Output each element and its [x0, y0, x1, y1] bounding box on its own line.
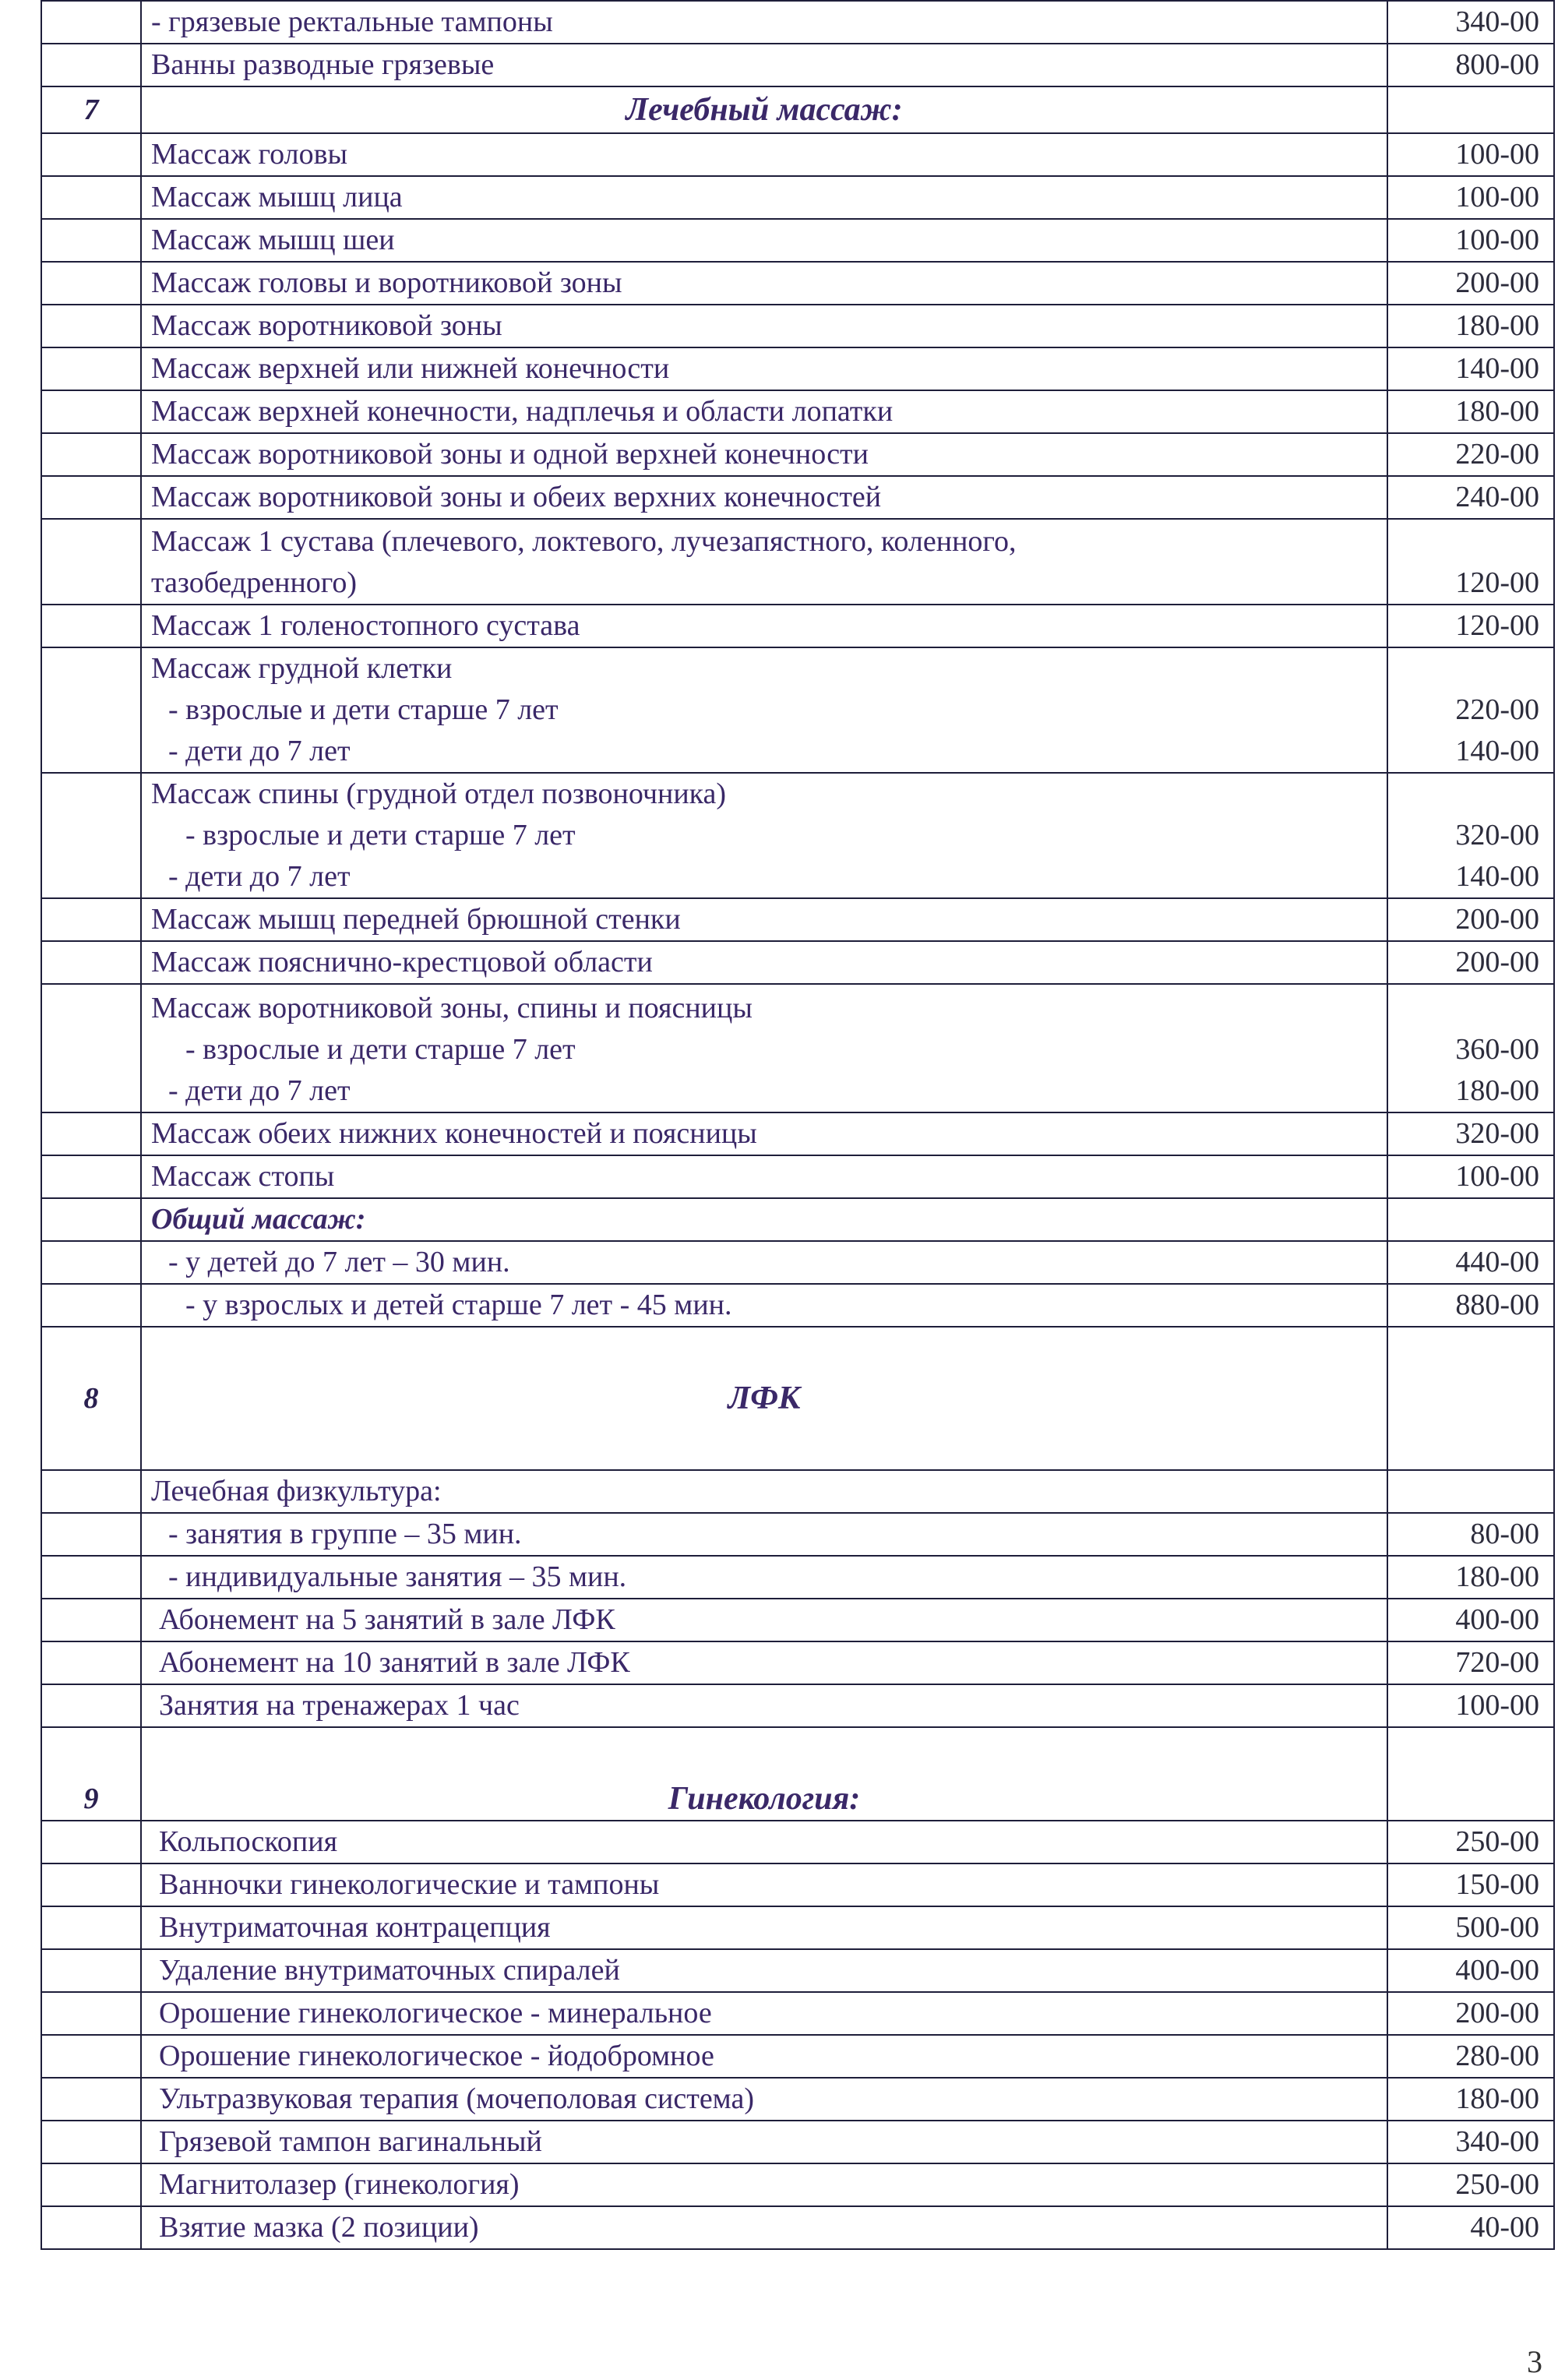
service-price: 100-00	[1387, 219, 1554, 262]
section-title: ЛФК	[141, 1327, 1387, 1470]
service-subitem: - дети до 7 лет	[168, 1074, 351, 1107]
service-name: Массаж воротниковой зоны	[141, 305, 1387, 347]
service-subitem: - занятия в группе – 35 мин.	[168, 1518, 522, 1550]
service-name: Массаж головы	[141, 133, 1387, 176]
service-price: 360-00	[1455, 1033, 1539, 1066]
table-row	[41, 1684, 1554, 1727]
table-row	[41, 1992, 1554, 2035]
service-name: Массаж воротниковой зоны и обеих верхних конечностей	[141, 476, 1387, 519]
table-row	[41, 2163, 1554, 2206]
service-price: 200-00	[1387, 898, 1554, 941]
service-price: 80-00	[1387, 1513, 1554, 1556]
service-name	[141, 1906, 1387, 1949]
service-price: 180-00	[1387, 1556, 1554, 1599]
service-price: 220-00	[1455, 693, 1539, 726]
service-price: 100-00	[1387, 1155, 1554, 1198]
table-row	[41, 44, 1554, 86]
service-name: Массаж мышц лица	[141, 176, 1387, 219]
service-price-group	[1387, 984, 1554, 1112]
table-row	[41, 1470, 1554, 1513]
section-header-row	[41, 86, 1554, 133]
service-price: 240-00	[1387, 476, 1554, 519]
service-price: 400-00	[1387, 1949, 1554, 1992]
table-row	[41, 1556, 1554, 1599]
service-name	[141, 1556, 1387, 1599]
section-title: Лечебный массаж:	[141, 86, 1387, 133]
section-number: 9	[41, 1727, 141, 1821]
service-name: Массаж пояснично-крестцовой области	[141, 941, 1387, 984]
service-price: 120-00	[1387, 519, 1554, 605]
service-label: Ультразвуковая терапия (мочеполовая система)	[159, 2082, 754, 2115]
service-name: Ванны разводные грязевые	[141, 44, 1387, 86]
service-name: Массаж верхней конечности, надплечья и области лопатки	[141, 390, 1387, 433]
table-row	[41, 1906, 1554, 1949]
page-number: 3	[1527, 2344, 1542, 2379]
service-name: Массаж воротниковой зоны и одной верхней конечности	[141, 433, 1387, 476]
section-header-row	[41, 1327, 1554, 1470]
service-label: Удаление внутриматочных спиралей	[159, 1954, 620, 1987]
service-price: 440-00	[1387, 1241, 1554, 1284]
service-price: 400-00	[1387, 1599, 1554, 1641]
service-label: Занятия на тренажерах 1 час	[159, 1689, 520, 1722]
service-price: 140-00	[1455, 860, 1539, 893]
service-price: 200-00	[1387, 941, 1554, 984]
service-name: Массаж спины (грудной отдел позвоночника)	[151, 777, 727, 810]
service-price-group	[1387, 647, 1554, 773]
service-name	[141, 1863, 1387, 1906]
table-row	[41, 1513, 1554, 1556]
table-row	[41, 433, 1554, 476]
table-row	[41, 2206, 1554, 2249]
service-name: Массаж воротниковой зоны, спины и поясницы	[151, 992, 753, 1024]
service-price: 720-00	[1387, 1641, 1554, 1684]
service-name	[141, 2206, 1387, 2249]
table-row	[41, 941, 1554, 984]
service-group	[141, 984, 1387, 1112]
service-subitem: - дети до 7 лет	[168, 735, 351, 767]
table-row	[41, 476, 1554, 519]
service-price-group	[1387, 773, 1554, 898]
service-price: 500-00	[1387, 1906, 1554, 1949]
service-name: Лечебная физкультура:	[141, 1470, 1387, 1513]
table-row	[41, 262, 1554, 305]
table-row	[41, 898, 1554, 941]
table-row	[41, 219, 1554, 262]
section-number: 7	[41, 86, 141, 133]
service-price: 180-00	[1387, 305, 1554, 347]
section-title: Гинекология:	[141, 1727, 1387, 1821]
service-label: Орошение гинекологическое - минеральное	[159, 1997, 712, 2029]
service-subitem: - взрослые и дети старше 7 лет	[185, 1033, 576, 1066]
table-row	[41, 1821, 1554, 1863]
service-subitem: - дети до 7 лет	[168, 860, 351, 893]
section-header-row	[41, 1727, 1554, 1821]
service-label: Грязевой тампон вагинальный	[159, 2125, 542, 2158]
service-name	[141, 1821, 1387, 1863]
table-row	[41, 605, 1554, 647]
table-row	[41, 647, 1554, 773]
table-row	[41, 1241, 1554, 1284]
service-name	[141, 2035, 1387, 2078]
table-row	[41, 1949, 1554, 1992]
service-price: 180-00	[1455, 1074, 1539, 1107]
service-name	[141, 1949, 1387, 1992]
service-name: Массаж обеих нижних конечностей и поясницы	[141, 1112, 1387, 1155]
service-name: Массаж мышц шеи	[141, 219, 1387, 262]
service-price: 180-00	[1387, 390, 1554, 433]
service-name	[141, 1284, 1387, 1327]
service-price: 100-00	[1387, 133, 1554, 176]
service-price: 200-00	[1387, 262, 1554, 305]
service-subitem: - взрослые и дети старше 7 лет	[168, 693, 559, 726]
table-row	[41, 347, 1554, 390]
table-row	[41, 1599, 1554, 1641]
service-name	[141, 519, 1387, 605]
price-list-table	[41, 0, 1555, 2250]
service-price: 250-00	[1387, 1821, 1554, 1863]
service-name	[141, 1513, 1387, 1556]
service-name	[141, 1992, 1387, 2035]
service-subitem: - индивидуальные занятия – 35 мин.	[168, 1560, 627, 1593]
service-name: Массаж мышц передней брюшной стенки	[141, 898, 1387, 941]
service-price: 150-00	[1387, 1863, 1554, 1906]
service-price: 340-00	[1387, 2121, 1554, 2163]
table-row	[41, 984, 1554, 1112]
service-name	[141, 2078, 1387, 2121]
service-name	[141, 1241, 1387, 1284]
service-price: 800-00	[1387, 44, 1554, 86]
table-row	[41, 1155, 1554, 1198]
table-row	[41, 1863, 1554, 1906]
service-name: Массаж головы и воротниковой зоны	[141, 262, 1387, 305]
service-label: Орошение гинекологическое - йодобромное	[159, 2040, 714, 2072]
subsection-heading: Общий массаж:	[141, 1198, 1387, 1241]
table-row	[41, 2035, 1554, 2078]
table-row	[41, 390, 1554, 433]
service-price: 40-00	[1387, 2206, 1554, 2249]
service-name	[141, 1684, 1387, 1727]
section-number: 8	[41, 1327, 141, 1470]
service-name: Массаж верхней или нижней конечности	[141, 347, 1387, 390]
service-group	[141, 647, 1387, 773]
service-label: Кольпоскопия	[159, 1825, 338, 1858]
service-price: 120-00	[1387, 605, 1554, 647]
service-name	[141, 2121, 1387, 2163]
service-name	[141, 2163, 1387, 2206]
service-name	[141, 1599, 1387, 1641]
service-name: - грязевые ректальные тампоны	[141, 1, 1387, 44]
service-price: 220-00	[1387, 433, 1554, 476]
service-label: Взятие мазка (2 позиции)	[159, 2211, 479, 2244]
service-price: 280-00	[1387, 2035, 1554, 2078]
service-price: 140-00	[1455, 735, 1539, 767]
table-row	[41, 305, 1554, 347]
service-price: 180-00	[1387, 2078, 1554, 2121]
table-row	[41, 176, 1554, 219]
service-name: Массаж стопы	[141, 1155, 1387, 1198]
service-label: Внутриматочная контрацепция	[159, 1911, 551, 1944]
table-row	[41, 1284, 1554, 1327]
table-row	[41, 1198, 1554, 1241]
service-price: 100-00	[1387, 1684, 1554, 1727]
service-price: 880-00	[1387, 1284, 1554, 1327]
service-name-line: Массаж 1 сустава (плечевого, локтевого, лучезапястного, коленного,	[151, 525, 1017, 558]
service-name: Массаж грудной клетки	[151, 652, 453, 685]
service-price: 340-00	[1387, 1, 1554, 44]
service-label: Магнитолазер (гинекология)	[159, 2168, 520, 2201]
service-price: 100-00	[1387, 176, 1554, 219]
service-subitem: - у детей до 7 лет – 30 мин.	[168, 1246, 510, 1278]
table-row	[41, 519, 1554, 605]
table-row	[41, 1, 1554, 44]
service-price: 250-00	[1387, 2163, 1554, 2206]
service-label: Абонемент на 10 занятий в зале ЛФК	[159, 1646, 630, 1679]
service-label: Ванночки гинекологические и тампоны	[159, 1868, 660, 1901]
table-row	[41, 2121, 1554, 2163]
service-price: 320-00	[1387, 1112, 1554, 1155]
service-name	[141, 1641, 1387, 1684]
service-price: 140-00	[1387, 347, 1554, 390]
service-subitem: - у взрослых и детей старше 7 лет - 45 мин.	[185, 1289, 732, 1321]
table-row	[41, 2078, 1554, 2121]
table-row	[41, 133, 1554, 176]
table-row	[41, 1112, 1554, 1155]
table-row	[41, 1641, 1554, 1684]
service-label: Абонемент на 5 занятий в зале ЛФК	[159, 1603, 615, 1636]
service-name: Массаж 1 голеностопного сустава	[141, 605, 1387, 647]
service-price: 200-00	[1387, 1992, 1554, 2035]
service-price: 320-00	[1455, 819, 1539, 852]
table-row	[41, 773, 1554, 898]
service-group	[141, 773, 1387, 898]
service-subitem: - взрослые и дети старше 7 лет	[185, 819, 576, 852]
service-name-line: тазобедренного)	[151, 566, 358, 599]
